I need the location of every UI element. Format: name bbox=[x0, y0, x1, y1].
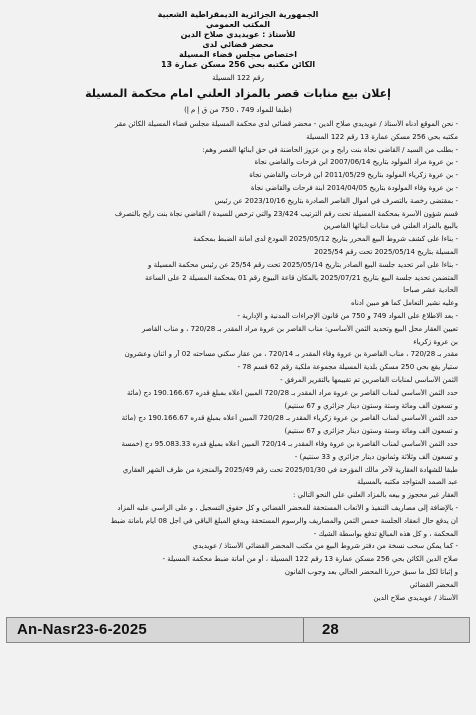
body-line: عبد الصمد المتواجد مكتبه بالمسيلة bbox=[357, 478, 458, 487]
header-line-1: الجمهورية الجزائرية الديمقراطية الشعبية bbox=[157, 10, 319, 19]
body-line: قسم شؤون الأسرة بمحكمة المسيلة تحت رقم الترتيب 23/424 والتي ترخص للسيدة / القاضي نجاة بنت رابح بالتصرف bbox=[114, 209, 458, 218]
body-line: - بناءا على كشف شروط البيع المحرر بتاريخ 2025/05/12 المودع لدى أمانة الضبط بمحكمة bbox=[193, 235, 458, 244]
body-line: المحكمة ، و كل هذه المبالغ تدفع بواسطة الشيك - bbox=[313, 529, 458, 538]
body-line: مقدر بـ 720/28 ، مناب القاصرة بن عروة وفاء المقدر بـ 720/14 ، من عقار سكني مساحته 02 آر و اثنان وعشرون bbox=[124, 350, 458, 359]
body-line: المتضمن تحديد جلسة البيع بتاريخ 2025/07/21 بالمكان قاعة البيوع رقم 01 بمحكمة المسيلة 2 على الساعة bbox=[144, 273, 458, 282]
body-line: أن يدفع حال انعقاد الجلسة خمس الثمن والمصاريف والرسوم المستحقة ويدفع المبلغ الباقي في أجل 08 أيام بأمانة ضبط bbox=[110, 516, 458, 525]
header-line-3: للأستاذ : عويديدي صلاح الدين bbox=[180, 30, 296, 39]
page-number: 28 bbox=[322, 621, 339, 638]
header-line-6: الكائن مكتبه بحي 256 مسكن عمارة 13 bbox=[160, 60, 316, 69]
body-line: طبقا للشهادة العقارية لآخر مالك المؤرخة في 2025/01/30 تحت رقم 2025/49 والمنجزة من طرف الشهر العقاري bbox=[122, 465, 458, 474]
body-line: المسيلة بتاريخ 2025/05/14 تحت رقم 2025/54 bbox=[314, 248, 458, 256]
reference-number: رقم 122 المسيلة bbox=[212, 74, 264, 82]
body-line: بالبيع بالمزاد العلني في منابات أبنائها القاصرين bbox=[323, 222, 458, 231]
body-line: ستيار يقع بحي 250 مسكن بلدية المسيلة مجموعة ملكية رقم 62 قسم 78 - bbox=[237, 363, 458, 372]
body-line: - بالإضافة إلى مصاريف التنفيذ و الأتعاب المستحقة للمحضر القضائي و كل حقوق التسجيل ، و على الراسي عليه المزاد bbox=[117, 504, 458, 512]
body-line: حدد الثمن الأساسي لمناب القاصر بن عروة مراد المقدر بـ 720/28 المبين أعلاه بمبلغ قدره 190.166.67 دج (مائة bbox=[126, 388, 458, 397]
body-line: و تسعون ألف ومائة وستة وستون دينار جزائري و 67 سنتيم) bbox=[284, 401, 458, 410]
footer-divider bbox=[303, 618, 304, 642]
body-line: - بعد الاطلاع على المواد 749 و 750 من قانون الإجراءات المدنية و الإدارية - bbox=[237, 312, 458, 320]
body-line: - بن عروة وفاء المولودة بتاريخ 2014/04/05 ابنة فرحات والقاضي نجاة bbox=[250, 184, 458, 192]
notice-title: إعلان بيع منابات قصر بالمزاد العلني أمام محكمة المسيلة bbox=[85, 88, 391, 100]
body-line: مكتبه بحي 256 مسكن عمارة 13 رقم 122 المسيلة bbox=[306, 132, 458, 141]
body-line: - نحن الموقع أدناه الأستاذ / عويديدي صلاح الدين - محضر قضائي لدى محكمة المسيلة مجلس قضاء المسيلة الكائن مقر bbox=[114, 120, 458, 128]
body-line: وعليه نشير التعامل كما هو مبين أدناه bbox=[351, 299, 458, 308]
newspaper-date: An-Nasr23-6-2025 bbox=[17, 621, 147, 638]
body-line: و إثباتا لكل ما سبق حررنا المحضر الحالي بعد وجوب القانون bbox=[284, 568, 458, 576]
notice-subtitle: (طبقا للمواد 749 ، 750 من ق إ م إ) bbox=[184, 106, 292, 114]
body-line: - بناءا على أمر تحديد جلسة البيع الصادر بتاريخ 2025/05/14 تحت رقم 25/54 عن رئيس محكمة المسيلة و bbox=[148, 260, 458, 269]
legal-notice bbox=[18, 10, 458, 600]
body-line: - بن عروة زكرياء المولود بتاريخ 2011/05/29 ابن فرحات والقاضي نجاة bbox=[249, 171, 458, 180]
body-line: الحادية عشر صباحا bbox=[403, 286, 458, 295]
body-line: - كما يمكن سحب نسخة من دفتر شروط البيع من مكتب المحضر القضائي الأستاذ / عويديدي bbox=[192, 542, 458, 551]
body-line: المحضر القضائي bbox=[409, 580, 458, 589]
body-line: - بن عروة مراد المولود بتاريخ 2007/06/14 ابن فرحات والقاضي نجاة bbox=[254, 158, 458, 167]
body-line: حدد الثمن الأساسي لمناب القاصرة بن عروة وفاء المقدر بـ 720/14 المبين أعلاه بمبلغ قدره 95.083.33 دج (خمسة bbox=[121, 440, 458, 448]
body-line: و تسعون ألف ومائة وستة وستون دينار جزائري و 67 سنتيم) bbox=[284, 427, 458, 436]
header-line-2: المكتب العمومي bbox=[206, 20, 270, 29]
body-line: حدد الثمن الأساسي لمناب القاصر بن عروة زكرياء المقدر بـ 720/28 المبين أعلاه بمبلغ قدره 190.166.67 دج (مائة bbox=[121, 414, 458, 423]
body-line: تعيين العقار محل البيع وتحديد الثمن الأساسي: مناب القاصر بن عروة مراد المقدر بـ 720/28 ، و مناب القاصر bbox=[141, 324, 458, 333]
body-line: الأستاذ / عويديدي صلاح الدين bbox=[373, 593, 458, 602]
body-line: - بمقتضى رخصة بالتصرف في أموال القاصر الصادرة بتاريخ 2023/10/16 عن رئيس bbox=[214, 196, 458, 205]
newspaper-footer bbox=[6, 617, 470, 643]
body-line: العقار غير محجوز و بيعه بالمزاد العلني على النحو التالي : bbox=[293, 491, 458, 500]
body-line: - بطلب من السيد / القاضي نجاة بنت رابح و بن عزوز الحاضنة في حق أبنائها القصر وهم: bbox=[202, 145, 458, 154]
body-line: و تسعون ألف وثلاثة وثمانون دينار جزائري و 33 سنتيم) - bbox=[294, 452, 458, 461]
body-line: بن عروة زكرياء bbox=[413, 337, 458, 346]
body-line: صلاح الدين الكائن بحي 256 مسكن عمارة 13 رقم 122 المسيلة ، أو من أمانة ضبط محكمة المسيلة - bbox=[162, 555, 458, 564]
header-line-4: محضر قضائي لدى bbox=[202, 40, 274, 49]
body-line: الثمن الأساسي لمنابات القاصرين تم تقييمها بالتقرير المرفق - bbox=[280, 376, 458, 384]
header-line-5: اختصاص مجلس قضاء المسيلة bbox=[179, 50, 297, 59]
